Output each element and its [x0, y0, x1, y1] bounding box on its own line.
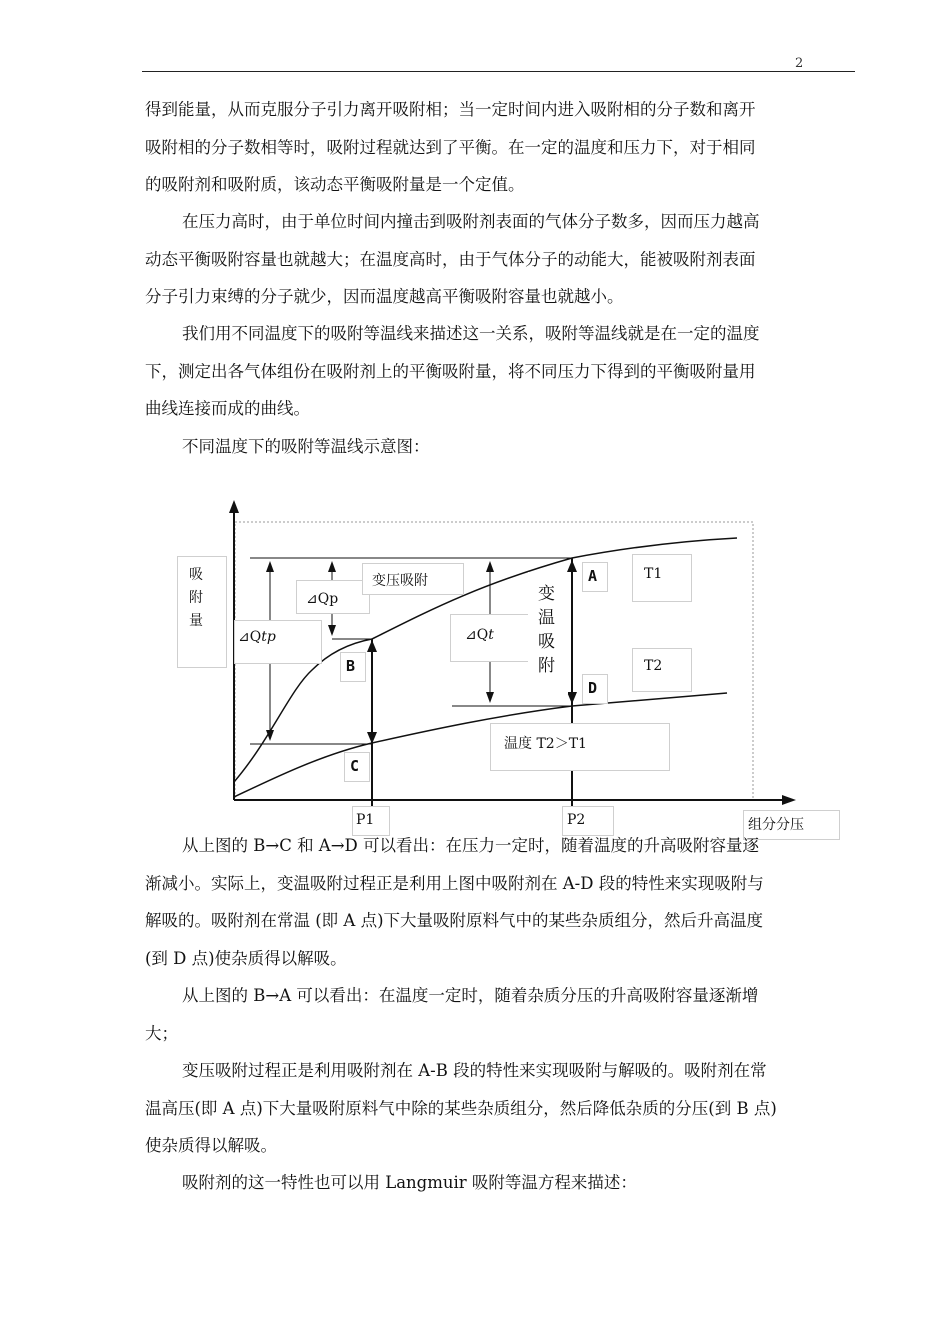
text-line: 渐减小。实际上，变温吸附过程正是利用上图中吸附剂在 A-D 段的特性来实现吸附与: [145, 873, 764, 893]
text-line: 变压吸附过程正是利用吸附剂在 A-B 段的特性来实现吸附与解吸的。吸附剂在常: [182, 1061, 767, 1080]
paragraph-5: [145, 827, 855, 977]
point-c-label: C: [350, 757, 360, 775]
arrow-head-icon: [567, 560, 577, 572]
psa-label: 变压吸附: [372, 573, 428, 589]
paragraph-6: [145, 977, 855, 1052]
point-a-label: A: [588, 567, 598, 585]
tsa-label-char: 吸: [538, 632, 555, 652]
temp-note: 温度 T2＞T1: [504, 736, 587, 752]
arrow-head-icon: [567, 692, 577, 704]
paragraph-8: [145, 1164, 855, 1202]
paragraph-7: [145, 1052, 855, 1165]
delta-qt-label: ⊿Qt: [465, 627, 494, 643]
text-line: 的吸附剂和吸附质，该动态平衡吸附量是一个定值。: [145, 175, 525, 194]
text-line: 在压力高时，由于单位时间内撞击到吸附剂表面的气体分子数多，因而压力越高: [182, 212, 760, 231]
text-line: 曲线连接而成的曲线。: [145, 399, 310, 418]
arrow-head-icon: [328, 625, 336, 636]
text-line: (到 D 点)使杂质得以解吸。: [145, 948, 347, 968]
text-line: 吸附相的分子数相等时，吸附过程就达到了平衡。在一定的温度和压力下，对于相同: [145, 137, 756, 157]
delta-qp-label: ⊿Qp: [306, 591, 339, 607]
curve-t2-label: T2: [644, 658, 663, 674]
y-axis-label-char: 附: [189, 590, 203, 606]
text-line: 温高压(即 A 点)下大量吸附原料气中除的某些杂质组分，然后降低杂质的分压(到 B 点): [145, 1098, 777, 1118]
text-line: 得到能量，从而克服分子引力离开吸附相；当一定时间内进入吸附相的分子数和离开: [145, 100, 756, 119]
x-axis-label: 组分分压: [748, 817, 804, 833]
text-line: 使杂质得以解吸。: [145, 1136, 277, 1155]
x-axis-arrow-icon: [782, 795, 796, 805]
text-line: 从上图的 B→C 和 A→D 可以看出：在压力一定时，随着温度的升高吸附容量逐: [182, 836, 760, 855]
p1-label: P1: [356, 812, 375, 828]
point-b-label: B: [346, 657, 356, 675]
point-d-label: D: [588, 679, 598, 697]
text-line: 吸附剂的这一特性也可以用 Langmuir 吸附等温方程来描述：: [182, 1173, 637, 1192]
text-line: 大；: [145, 1023, 178, 1043]
arrow-head-icon: [486, 561, 494, 572]
text-line: 从上图的 B→A 可以看出：在温度一定时，随着杂质分压的升高吸附容量逐渐增: [182, 986, 759, 1005]
delta-qtp-label: ⊿Qtp: [238, 629, 276, 645]
tsa-label-char: 温: [538, 608, 555, 628]
text-line: 分子引力束缚的分子就少，因而温度越高平衡吸附容量也就越小。: [145, 287, 624, 306]
text-line: 下，测定出各气体组份在吸附剂上的平衡吸附量，将不同压力下得到的平衡吸附量用: [145, 361, 756, 381]
y-axis-label-char: 吸: [189, 567, 203, 583]
tsa-label-char: 附: [538, 656, 555, 676]
text-line: 解吸的。吸附剂在常温 (即 A 点)下大量吸附原料气中的某些杂质组分，然后升高温度: [145, 911, 764, 930]
arrow-head-icon: [328, 561, 336, 572]
arrow-head-icon: [486, 692, 494, 703]
p2-label: P2: [567, 812, 586, 828]
arrow-head-icon: [367, 640, 377, 652]
arrow-head-icon: [266, 561, 274, 572]
page-number: 2: [795, 56, 804, 71]
y-axis-arrow-icon: [229, 500, 239, 513]
text-line: 动态平衡吸附容量也就越大；在温度高时，由于气体分子的动能大，能被吸附剂表面: [145, 249, 756, 269]
curve-t1-label: T1: [644, 566, 663, 582]
y-axis-label-char: 量: [189, 613, 203, 629]
tsa-label-char: 变: [538, 584, 555, 604]
text-line: 我们用不同温度下的吸附等温线来描述这一关系，吸附等温线就是在一定的温度: [182, 324, 760, 343]
text-line: 不同温度下的吸附等温线示意图：: [182, 437, 430, 456]
